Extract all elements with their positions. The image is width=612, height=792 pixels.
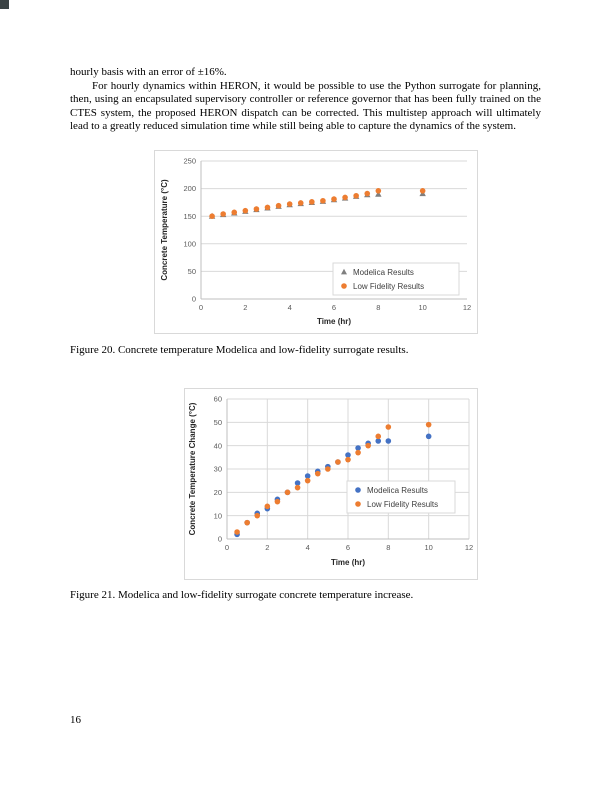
x-tick-label: 0 (224, 543, 230, 552)
data-point-circle (265, 205, 271, 211)
data-point-circle (386, 424, 392, 430)
data-point-circle (345, 457, 351, 463)
data-point-circle (231, 210, 237, 216)
data-point-circle (276, 203, 282, 209)
legend-label: Low Fidelity Results (353, 281, 425, 291)
data-point-circle (355, 450, 361, 456)
x-axis-title: Time (hr) (330, 558, 366, 567)
x-tick-label: 2 (243, 303, 248, 312)
data-point-circle (426, 434, 432, 440)
y-tick-label: 50 (213, 417, 222, 427)
y-tick-label: 40 (213, 441, 222, 451)
legend-marker-circle-icon (341, 283, 347, 289)
data-point-circle (375, 434, 381, 440)
y-axis-title: Concrete Temperature (°C) (160, 179, 169, 281)
data-point-circle (325, 466, 331, 472)
y-tick-label: 0 (217, 534, 222, 544)
body-paragraph: For hourly dynamics within HERON, it would be possible to use the Python surrogate for planning, then, using an encapsulated supervisory controller or reference governor that has been fully trained on the CTES system, the proposed HERON dispatch can be corrected. This multistep approach will ultimately lead to a greatly reduced simulation time while still being able to capture the dynamics of the system. (70, 80, 541, 133)
data-point-circle (309, 199, 315, 205)
y-tick-label: 30 (213, 464, 222, 474)
data-point-circle (353, 193, 359, 199)
legend-label: Modelica Results (367, 485, 428, 495)
data-point-circle (315, 471, 321, 477)
x-tick-label: 10 (424, 543, 433, 552)
y-tick-label: 250 (183, 156, 196, 166)
data-point-circle (376, 188, 382, 194)
y-tick-label: 100 (183, 239, 196, 249)
figure21-scatter-plot (185, 389, 477, 579)
x-tick-label: 4 (287, 303, 292, 312)
data-point-circle (342, 195, 348, 201)
x-tick-label: 12 (462, 303, 472, 312)
y-tick-label: 200 (183, 184, 196, 194)
data-point-circle (298, 200, 304, 206)
data-point-circle (365, 443, 371, 449)
legend-label: Modelica Results (353, 267, 414, 277)
x-tick-label: 12 (464, 543, 474, 552)
data-point-circle (254, 513, 260, 519)
figure21-chart (184, 388, 478, 580)
data-point-circle (386, 438, 392, 444)
data-point-circle (265, 504, 271, 510)
x-tick-label: 6 (331, 303, 337, 312)
data-point-circle (420, 188, 426, 194)
legend-label: Low Fidelity Results (367, 499, 439, 509)
x-tick-label: 8 (376, 303, 381, 312)
y-tick-label: 50 (187, 267, 196, 276)
x-tick-label: 2 (265, 543, 270, 552)
y-tick-label: 60 (213, 394, 222, 404)
intro-text: hourly basis with an error of ±16%. (70, 66, 227, 78)
data-point-circle (426, 422, 432, 428)
legend-marker-circle-icon (355, 487, 361, 493)
data-point-circle (331, 196, 337, 202)
x-tick-label: 8 (386, 543, 391, 552)
x-tick-label: 4 (305, 543, 310, 552)
data-point-circle (234, 529, 240, 535)
data-point-circle (285, 490, 291, 496)
scan-corner-artifact (0, 0, 9, 9)
x-tick-label: 6 (345, 543, 351, 552)
data-point-circle (244, 520, 250, 526)
y-axis-title: Concrete Temperature Change (°C) (188, 402, 197, 536)
legend-marker-circle-icon (355, 501, 361, 507)
x-tick-label: 0 (198, 303, 204, 312)
y-tick-label: 150 (183, 211, 196, 221)
page-number: 16 (70, 714, 81, 726)
data-point-circle (287, 201, 293, 207)
data-point-circle (254, 206, 260, 212)
x-tick-label: 10 (418, 303, 427, 312)
figure20-scatter-plot (155, 151, 477, 333)
data-point-circle (320, 198, 326, 204)
data-point-circle (243, 208, 249, 214)
y-tick-label: 20 (213, 487, 222, 497)
figure20-chart (154, 150, 478, 334)
x-axis-title: Time (hr) (316, 317, 352, 326)
figure20-caption: Figure 20. Concrete temperature Modelica and low-fidelity surrogate results. (70, 344, 409, 356)
data-point-circle (305, 478, 311, 484)
data-point-circle (275, 499, 281, 505)
y-tick-label: 0 (191, 294, 196, 304)
data-point-circle (335, 459, 341, 465)
y-tick-label: 10 (213, 511, 222, 521)
figure21-caption: Figure 21. Modelica and low-fidelity surrogate concrete temperature increase. (70, 589, 414, 601)
data-point-circle (295, 485, 301, 491)
data-point-circle (364, 191, 370, 197)
data-point-circle (209, 213, 215, 219)
data-point-circle (220, 211, 226, 217)
